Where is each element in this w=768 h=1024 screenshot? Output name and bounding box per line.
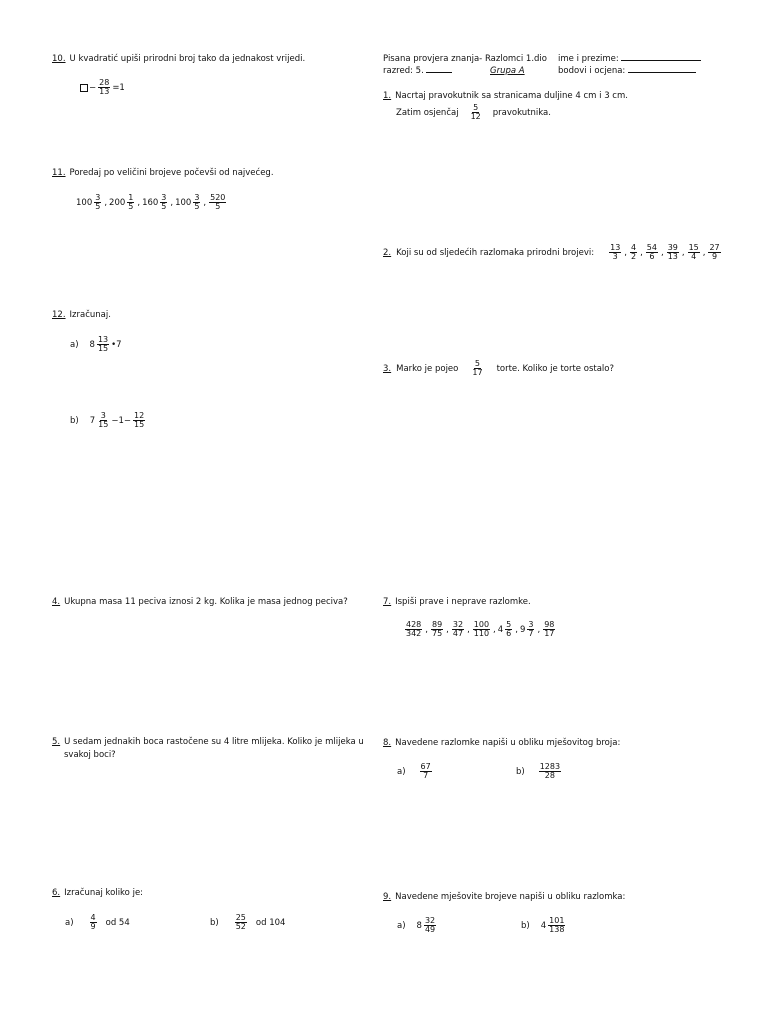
task-11-heading [52,168,274,178]
text: Zatim osjenčaj [396,107,459,118]
fraction [97,336,109,354]
numerator: 98 [544,620,555,629]
task-text: Izračunaj koliko je: [64,888,144,898]
fraction [539,763,561,781]
numerator: 3 [95,193,101,202]
task-5-line2: svakoj boci? [64,750,116,760]
whole-part: 4 [497,624,504,635]
task-text: Koji su od sljedećih razlomaka prirodni brojevi: [396,247,595,258]
item-label: a) [397,920,406,931]
task-4 [52,597,348,607]
numerator: 13 [97,335,109,344]
fraction [708,244,720,262]
text: torte. Koliko je torte ostalo? [496,363,614,374]
denominator: 75 [431,629,443,639]
denominator: 12 [470,112,481,122]
grade-label: bodovi i ocjena: [558,66,626,76]
fraction [94,194,101,212]
item-label: a) [397,766,406,777]
task-12-heading [52,310,111,320]
task-text: Poredaj po veličini brojeve počevši od najvećeg. [69,168,274,178]
denominator: 17 [544,629,555,639]
fraction [646,244,658,262]
name-label: ime i prezime: [558,54,619,64]
numerator: 13 [610,243,621,252]
task-text: Nacrtaj pravokutnik sa stranicama duljine 4 cm i 3 cm. [395,91,628,101]
comma: , [493,624,496,635]
fraction [90,914,97,932]
task-9-a [397,917,437,935]
whole-part: 200 [109,197,126,208]
task-11-numbers [76,194,227,212]
comma: , [537,624,541,635]
fraction [98,79,110,97]
numerator: 100 [473,620,490,629]
denominator: 17 [472,368,483,378]
numerator: 3 [194,193,200,202]
denominator: 5 [194,202,200,212]
text: pravokutnika. [492,107,551,118]
class-label: razred: 5. [383,66,424,76]
numerator: 28 [99,78,110,87]
fraction [97,412,109,430]
numerator: 32 [424,916,436,925]
task-number: 9. [383,892,392,902]
numerator: 4 [90,913,96,922]
task-number: 5. [52,737,61,747]
denominator: 4 [691,252,697,262]
comma: , [640,247,643,258]
text: od 54 [105,917,130,928]
whole-part: 4 [540,920,547,931]
numerator: 5 [506,620,512,629]
numerator: 3 [528,620,534,629]
comma: , [104,197,108,208]
denominator: 5 [95,202,101,212]
name-blank[interactable] [621,60,701,61]
task-9-b [521,917,566,935]
task-number: 1. [383,91,392,101]
equals-one: =1 [112,82,125,93]
denominator: 15 [133,420,145,430]
task-number: 11. [52,168,66,178]
comma: , [467,624,470,635]
operation: −1− [111,415,131,426]
fraction [470,104,482,122]
name-field[interactable] [558,54,701,64]
comma: , [446,624,449,635]
task-8-a [397,763,433,781]
comma: , [660,247,664,258]
class-field[interactable] [383,66,452,76]
whole-part: 9 [519,624,526,635]
numerator: 32 [452,620,464,629]
task-number: 12. [52,310,66,320]
item-label: b) [516,766,525,777]
denominator: 6 [506,629,512,639]
denominator: 15 [98,420,109,430]
numerator: 428 [406,620,422,629]
fraction [127,194,134,212]
item-label: a) [70,339,79,350]
task-10-equation [80,79,125,97]
numerator: 12 [133,411,145,420]
whole-part: 7 [89,415,96,426]
denominator: 47 [452,629,464,639]
numerator: 1283 [539,762,561,771]
comma: , [137,197,141,208]
denominator: 13 [99,87,110,97]
numerator: 67 [420,762,431,771]
fraction [505,621,512,639]
whole-part: 8 [416,920,422,931]
fraction [688,244,700,262]
fraction [543,621,555,639]
fraction [431,621,443,639]
numerator: 5 [474,359,481,368]
numerator: 1 [128,193,134,202]
fraction [420,763,432,781]
denominator: 49 [424,925,436,935]
numerator: 5 [473,103,479,112]
comma: , [170,197,174,208]
fraction [209,194,226,212]
class-blank[interactable] [426,72,452,73]
whole-part: 100 [76,197,93,208]
denominator: 138 [549,925,565,935]
denominator: 9 [712,252,718,262]
numerator: 54 [646,243,657,252]
comma: , [624,247,627,258]
task-12-b [70,412,146,430]
fraction [452,621,464,639]
task-5 [52,737,364,747]
fraction [193,194,200,212]
denominator: 9 [90,922,96,932]
item-label: a) [65,917,74,928]
comma: , [425,624,428,635]
group-label: Grupa A [490,66,525,76]
denominator: 5 [215,202,221,212]
task-9-heading [383,892,625,902]
minus-sign: − [89,82,97,93]
task-8-b [516,763,562,781]
item-label: b) [70,415,79,426]
task-6-b [210,914,285,932]
denominator: 342 [406,629,422,639]
numerator: 39 [667,243,678,252]
task-1-shade [396,104,551,122]
whole-part: 160 [142,197,159,208]
fraction [471,360,483,378]
task-6-heading [52,888,143,898]
comma: , [515,624,518,635]
fraction [667,244,679,262]
text: Marko je pojeo [396,363,459,374]
numerator: 3 [161,193,167,202]
fraction [473,621,490,639]
comma: , [702,247,706,258]
comma: , [203,197,207,208]
task-12-a [70,336,122,354]
fraction [160,194,167,212]
task-number: 7. [383,597,392,607]
task-3 [383,360,614,378]
task-number: 2. [383,247,392,258]
denominator: 13 [667,252,678,262]
fraction [405,621,422,639]
denominator: 52 [235,922,246,932]
denominator: 6 [649,252,655,262]
numerator: 25 [235,913,246,922]
numerator: 520 [210,193,226,202]
fraction [609,244,621,262]
task-number: 6. [52,888,61,898]
task-1-heading [383,91,628,101]
task-text: U kvadratić upiši prirodni broj tako da jednakost vrijedi. [69,54,306,64]
task-7-heading [383,597,531,607]
answer-box[interactable] [80,84,88,92]
whole-part: 100 [175,197,192,208]
denominator: 28 [544,771,555,781]
task-text: Ukupna masa 11 peciva iznosi 2 kg. Kolika je masa jednog peciva? [64,597,348,607]
task-number: 3. [383,363,392,374]
item-label: b) [521,920,530,931]
task-text: Izračunaj. [69,310,111,320]
denominator: 110 [473,629,490,639]
task-number: 8. [383,738,392,748]
denominator: 5 [128,202,134,212]
operation: •7 [111,339,122,350]
grade-field[interactable] [558,66,696,76]
numerator: 4 [631,243,637,252]
task-number: 4. [52,597,61,607]
comma: , [681,247,685,258]
numerator: 3 [100,411,106,420]
numerator: 101 [549,916,565,925]
fraction [527,621,534,639]
denominator: 15 [97,344,109,354]
task-text: Navedene mješovite brojeve napiši u obliku razlomka: [395,892,626,902]
item-label: b) [210,917,219,928]
numerator: 27 [709,243,720,252]
numerator: 89 [431,620,443,629]
denominator: 3 [612,252,618,262]
numerator: 15 [688,243,699,252]
whole-part: 8 [89,339,95,350]
text: od 104 [255,917,286,928]
task-number: 10. [52,54,66,64]
denominator: 5 [161,202,167,212]
fraction [235,914,247,932]
denominator: 2 [631,252,637,262]
task-text: Navedene razlomke napiši u obliku mješovitog broja: [395,738,621,748]
denominator: 7 [528,629,534,639]
fraction [630,244,637,262]
task-2 [383,244,722,262]
fraction [548,917,565,935]
task-7-numbers [404,621,556,639]
task-text: Ispiši prave i neprave razlomke. [395,597,531,607]
fraction [133,412,145,430]
test-title: Pisana provjera znanja- Razlomci 1.dio [383,54,547,64]
denominator: 7 [423,771,429,781]
fraction [424,917,436,935]
task-8-heading [383,738,620,748]
task-10-heading [52,54,305,64]
task-text-line1: U sedam jednakih boca rastočene su 4 litre mlijeka. Koliko je mlijeka u [64,737,364,747]
task-6-a [65,914,130,932]
grade-blank[interactable] [628,72,696,73]
